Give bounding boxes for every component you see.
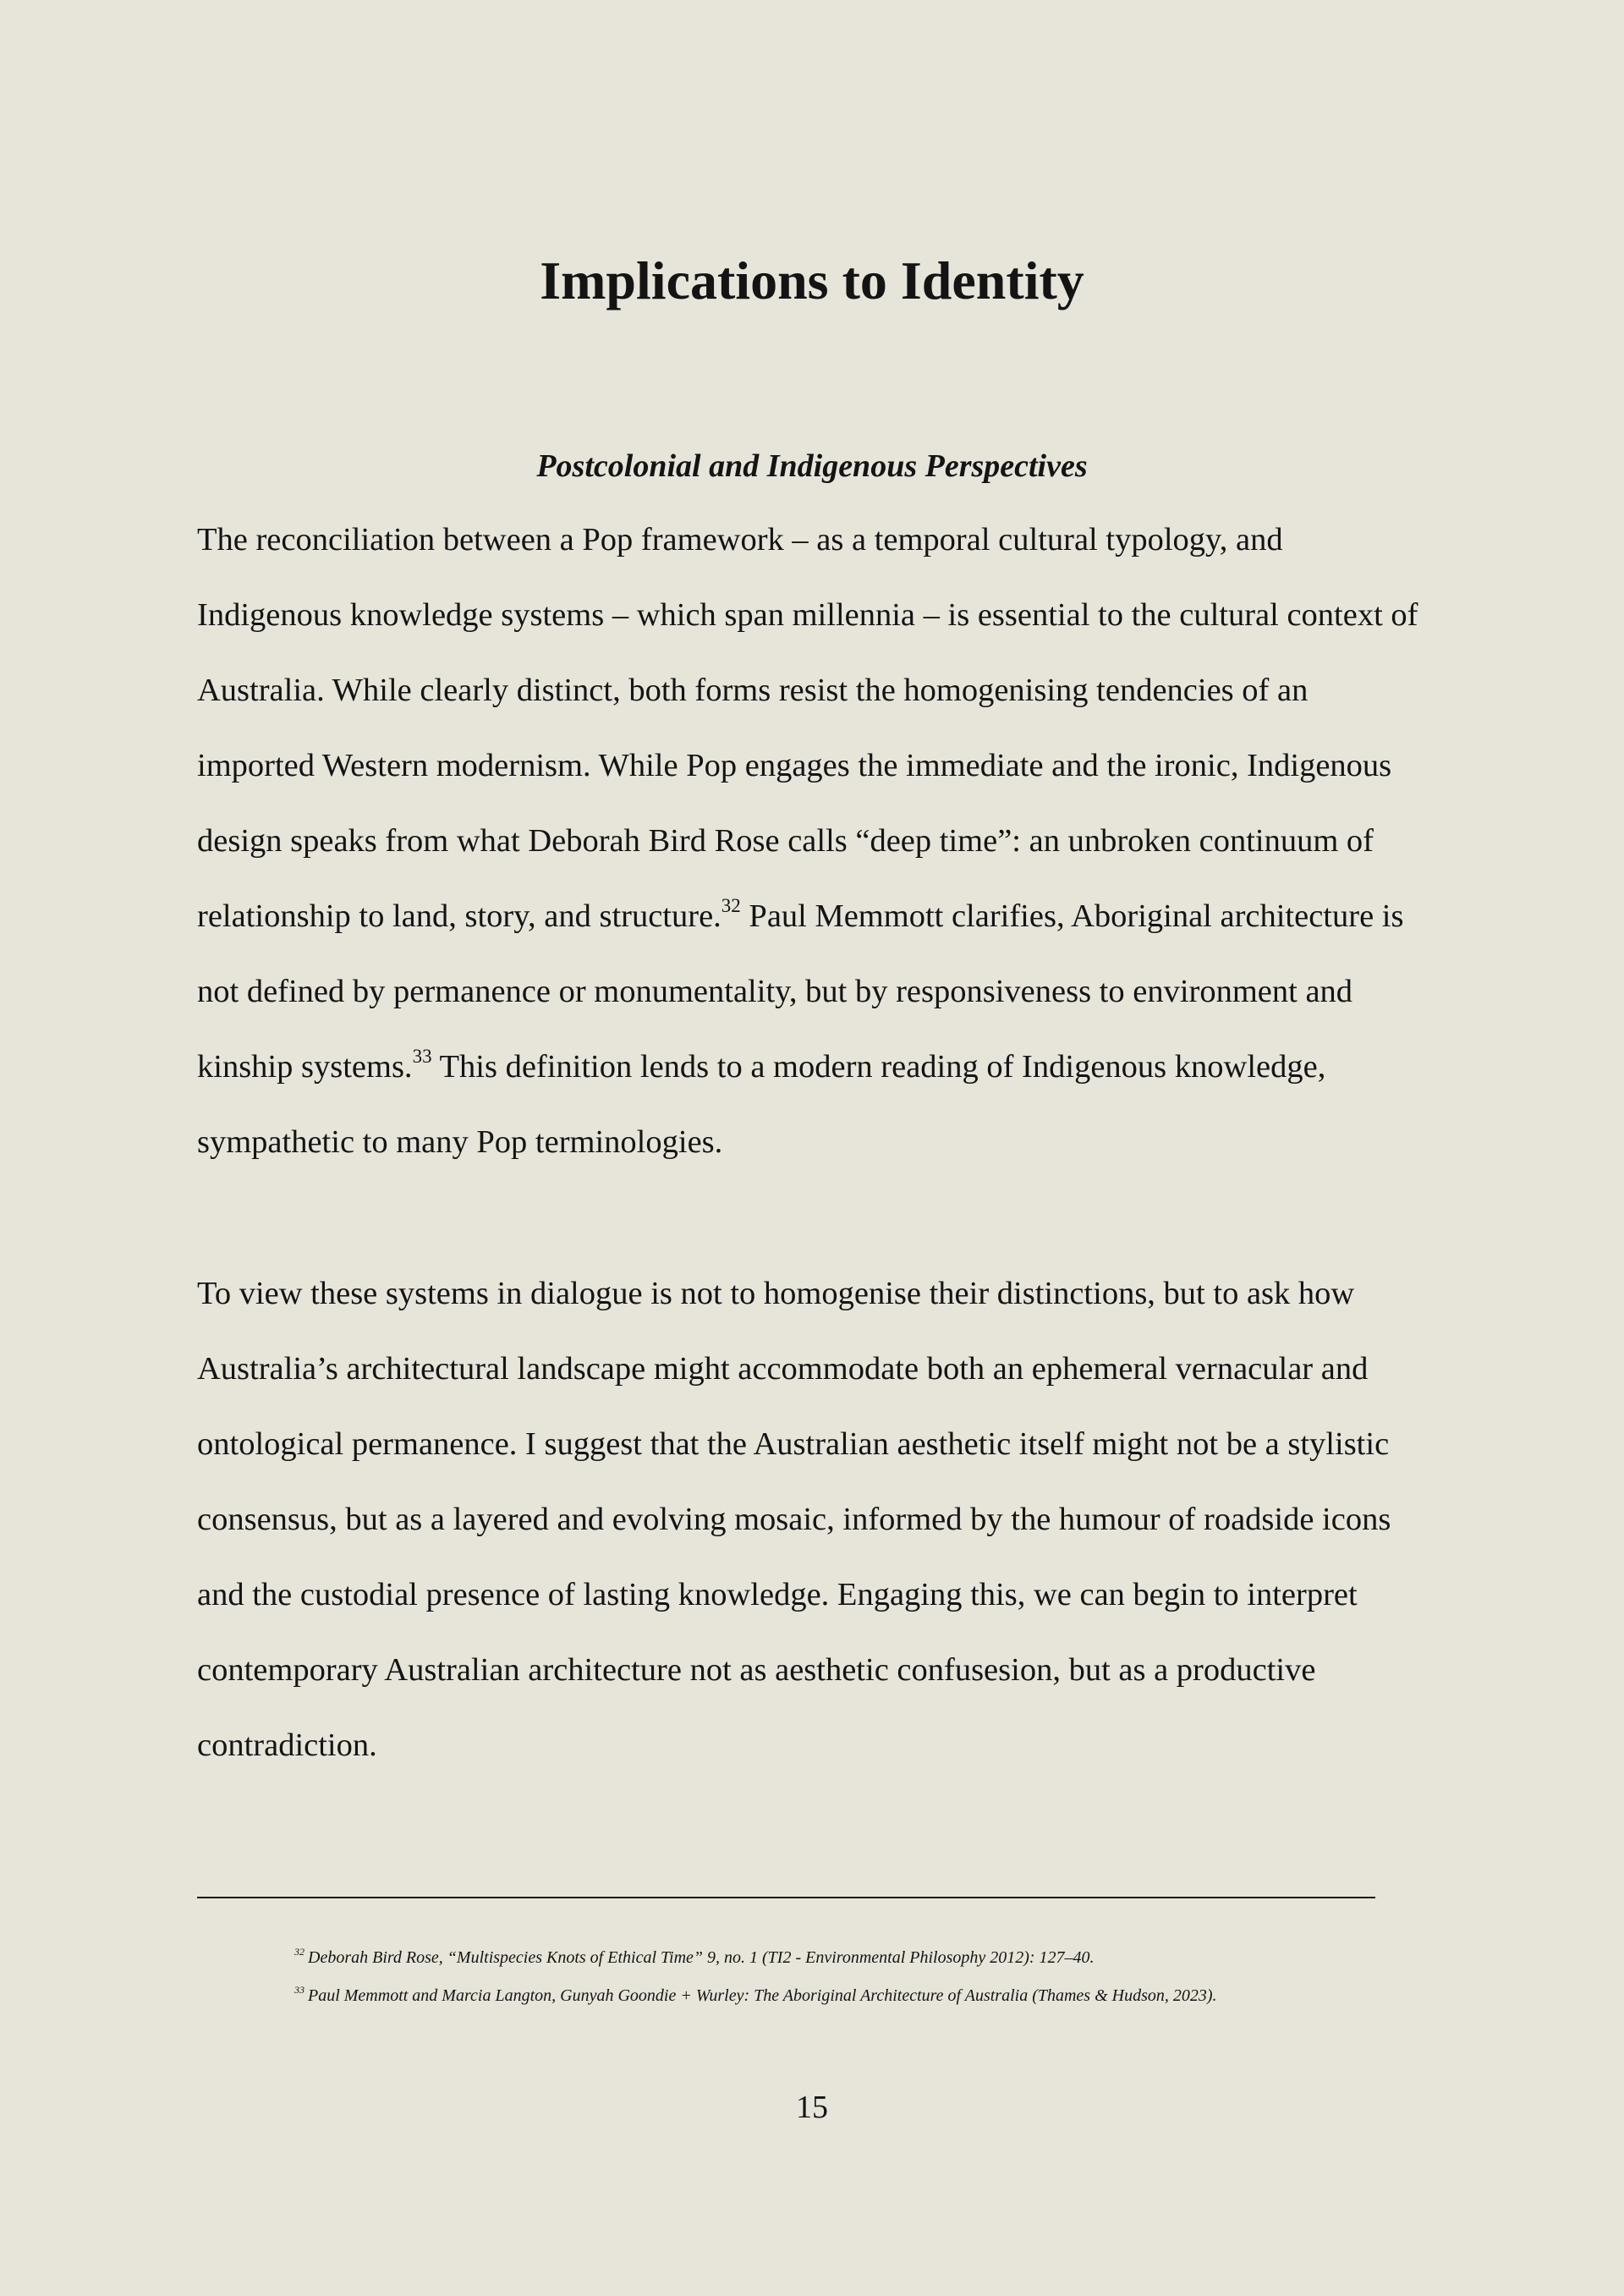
paragraph-line: imported Western modernism. While Pop engages the immediate and the ironic, Indigenous bbox=[197, 748, 1392, 783]
section-heading: Postcolonial and Indigenous Perspectives bbox=[536, 448, 1088, 484]
footnote-number: 33 bbox=[294, 1984, 304, 1996]
line-text: This definition lends to a modern reading of Indigenous knowledge, bbox=[431, 1049, 1326, 1085]
body-paragraph-2 bbox=[197, 1256, 1483, 1783]
footnote-33 bbox=[294, 1977, 1479, 2015]
paragraph-line: contradiction. bbox=[197, 1727, 377, 1763]
footnotes bbox=[294, 1939, 1479, 2015]
paragraph-line: contemporary Australian architecture not as aesthetic confusesion, but as a productive bbox=[197, 1652, 1316, 1688]
paragraph-line bbox=[197, 879, 1483, 954]
paragraph-line: design speaks from what Deborah Bird Rose calls “deep time”: an unbroken continuum of bbox=[197, 823, 1374, 859]
page-title: Implications to Identity bbox=[540, 250, 1084, 310]
line-text: kinship systems. bbox=[197, 1049, 413, 1085]
line-text: relationship to land, story, and structure. bbox=[197, 898, 721, 934]
page-number: 15 bbox=[796, 2090, 828, 2125]
paragraph-line: ontological permanence. I suggest that the Australian aesthetic itself might not be a stylistic bbox=[197, 1426, 1390, 1462]
paragraph-line: consensus, but as a layered and evolving mosaic, informed by the humour of roadside icons bbox=[197, 1502, 1391, 1537]
paragraph-line: Australia. While clearly distinct, both forms resist the homogenising tendencies of an bbox=[197, 673, 1309, 708]
footnote-text: Paul Memmott and Marcia Langton, Gunyah Goondie + Wurley: The Aboriginal Architecture of Australia (Thames & Hudson, 2023). bbox=[308, 1986, 1217, 2005]
paragraph-line: Australia’s architectural landscape might accommodate both an ephemeral vernacular and bbox=[197, 1351, 1369, 1387]
paragraph-line: and the custodial presence of lasting knowledge. Engaging this, we can begin to interpret bbox=[197, 1577, 1358, 1612]
paragraph-line: sympathetic to many Pop terminologies. bbox=[197, 1124, 723, 1160]
footnote-text: Deborah Bird Rose, “Multispecies Knots of Ethical Time” 9, no. 1 (TI2 - Environmental Philosophy 2012): 127–40. bbox=[308, 1948, 1095, 1967]
paragraph-line: The reconciliation between a Pop framework – as a temporal cultural typology, and bbox=[197, 522, 1283, 558]
paragraph-line bbox=[197, 1030, 1483, 1105]
paragraph-line: not defined by permanence or monumentality, but by responsiveness to environment and bbox=[197, 974, 1353, 1009]
line-text: Paul Memmott clarifies, Aboriginal architecture is bbox=[740, 898, 1404, 934]
footnote-ref-32[interactable]: 32 bbox=[721, 895, 741, 916]
footnote-ref-33[interactable]: 33 bbox=[412, 1046, 432, 1067]
footnote-divider bbox=[197, 1897, 1375, 1898]
paragraph-line: Indigenous knowledge systems – which span millennia – is essential to the cultural context of bbox=[197, 597, 1418, 633]
body-paragraph-1 bbox=[197, 503, 1483, 1180]
footnote-32 bbox=[294, 1939, 1479, 1977]
footnote-number: 32 bbox=[294, 1946, 304, 1958]
paragraph-line: To view these systems in dialogue is not to homogenise their distinctions, but to ask how bbox=[197, 1276, 1355, 1311]
